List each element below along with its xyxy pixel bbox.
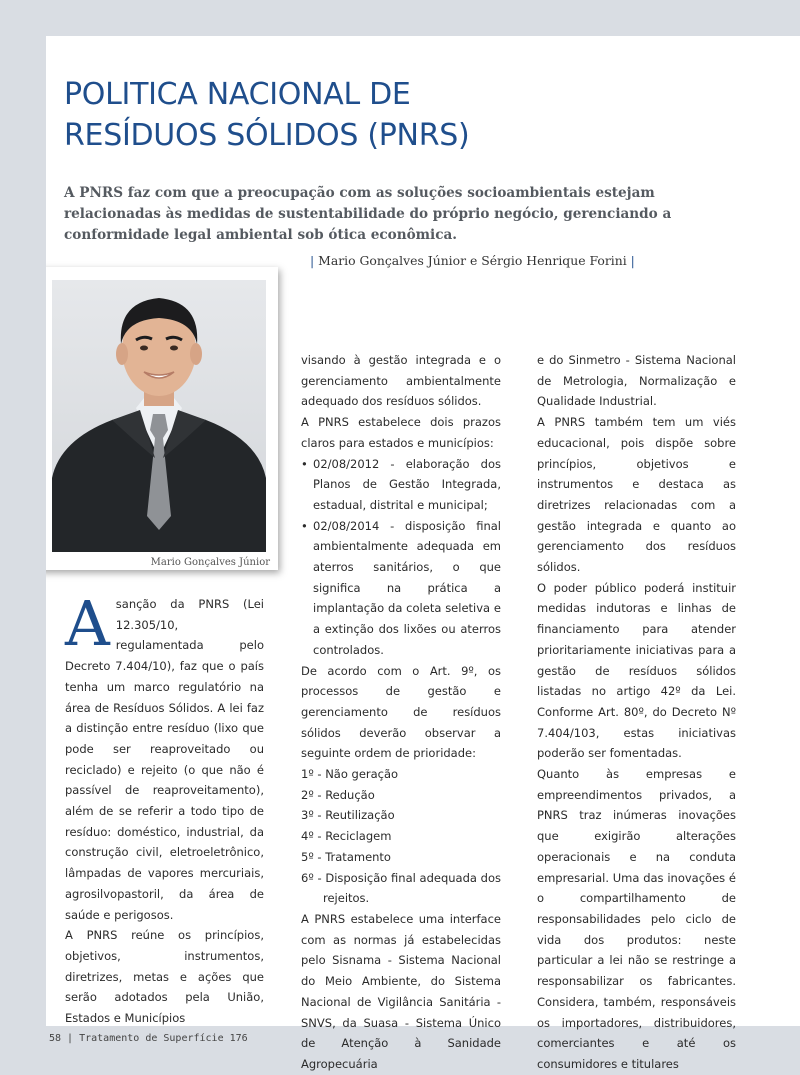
col2-paragraph-3: De acordo com o Art. 9º, os processos de gestão e gerenciamento de resíduos sólidos deverão observar a seguinte ordem de prioridade: — [301, 663, 501, 761]
ear-right — [190, 343, 202, 365]
col3-paragraph-2: A PNRS também tem um viés educacional, pois dispõe sobre princípios, objetivos e instrumentos e destaca as diretrizes relacionadas com a gestão integrada e quanto ao gerenciamento dos resíduos sólidos. — [537, 415, 736, 575]
priority-item: 2º - Redução — [301, 787, 375, 802]
col3-paragraph-1: e do Sinmetro - Sistema Nacional de Metrologia, Normalização e Qualidade Industrial. — [537, 353, 736, 409]
text-column-3 — [537, 350, 736, 1075]
text-column-2 — [301, 350, 501, 1075]
text-column-1 — [65, 587, 264, 1026]
deadline-item: • 02/08/2012 - elaboração dos Planos de Gestão Integrada, estadual, distrital e municipal; — [301, 454, 501, 516]
drop-cap: A — [65, 587, 110, 660]
col2-paragraph-4: A PNRS estabelece uma interface com as normas já estabelecidas pelo Sisnama - Sistema Nacional do Meio Ambiente, do Sistema Nacional de Vigilância Sanitária - SNVS, da Suasa - Sistema Único de Atenção à Sanidade Agropecuária — [301, 911, 501, 1071]
photo-caption: Mario Gonçalves Júnior — [150, 557, 270, 568]
article-title — [64, 74, 469, 156]
byline-bar-right: | — [630, 253, 635, 268]
title-line-2: RESÍDUOS SÓLIDOS (PNRS) — [64, 118, 470, 153]
author-portrait-illustration — [52, 280, 266, 552]
col2-paragraph-2: A PNRS estabelece dois prazos claros para estados e municípios: — [301, 415, 501, 450]
col3-paragraph-4: Quanto às empresas e empreendimentos privados, a PNRS traz inúmeras inovações que exigirão alterações operacionais e na conduta empresarial. Uma das inovações é o compartilhamento de responsabilidades pelo ciclo de vida dos produtos: neste particular a lei não se restringe a responsabilizar os fabricantes. Considera, também, responsáveis os importadores, distribuidores, comerciantes e até os consumidores e titulares — [537, 767, 736, 1071]
priority-item: 3º - Reutilização — [301, 808, 395, 823]
byline-authors: Mario Gonçalves Júnior e Sérgio Henrique Forini — [318, 253, 627, 268]
deadline-item: • 02/08/2014 - disposição final ambientalmente adequada em aterros sanitários, o que significa na prática a implantação da coleta seletiva e a extinção dos lixões ou aterros controlados. — [301, 516, 501, 661]
col3-paragraph-3: O poder público poderá instituir medidas indutoras e linhas de financiamento para atender prioritariamente iniciativas para a gestão de resíduos sólidos listadas no artigo 42º da Lei. Conforme Art. 80º, do Decreto Nº 7.404/103, estas iniciativas poderão ser fomentadas. — [537, 580, 736, 761]
col2-paragraph-1: visando à gestão integrada e o gerenciamento ambientalmente adequado dos resíduos sólidos. — [301, 353, 501, 409]
byline-bar-left: | — [310, 253, 315, 268]
col1-paragraph-1: sanção da PNRS (Lei 12.305/10, regulamentada pelo Decreto 7.404/10), faz que o país tenha um marco regulatório na área de Resíduos Sólidos. A lei faz a distinção entre resíduo (lixo que pode ser reaproveitado ou reciclado) e rejeito (o que não é passível de reaproveitamento), além de se referir a todo tipo de resíduo: doméstico, industrial, da construção civil, eletroeletrônico, lâmpadas de vapores mercuriais, agrosilvopastoril, da área de saúde e perigosos. — [65, 597, 264, 922]
col1-paragraph-2: A PNRS reúne os princípios, objetivos, instrumentos, diretrizes, metas e ações que serão adotados pela União, Estados e Municípios — [65, 928, 264, 1026]
priority-list — [301, 764, 501, 909]
article-lede: A PNRS faz com que a preocupação com as soluções socioambientais estejam relacionadas às medidas de sustentabilidade do próprio negócio, gerenciando a conformidade legal ambiental sob ótica econômica. — [64, 185, 672, 243]
priority-item: 1º - Não geração — [301, 767, 399, 782]
eye-right — [170, 346, 178, 351]
priority-item: 6º - Disposição final adequada dos rejeitos. — [301, 870, 501, 906]
priority-item: 5º - Tratamento — [301, 849, 391, 864]
title-line-1: POLITICA NACIONAL DE — [64, 77, 411, 112]
ear-left — [116, 343, 128, 365]
author-photo — [52, 280, 266, 552]
author-photo-card — [46, 267, 278, 570]
byline — [310, 253, 635, 268]
priority-item: 4º - Reciclagem — [301, 829, 392, 844]
deadline-list — [301, 454, 501, 661]
page-footer: 58 | Tratamento de Superfície 176 — [49, 1033, 248, 1044]
eye-left — [140, 346, 148, 351]
